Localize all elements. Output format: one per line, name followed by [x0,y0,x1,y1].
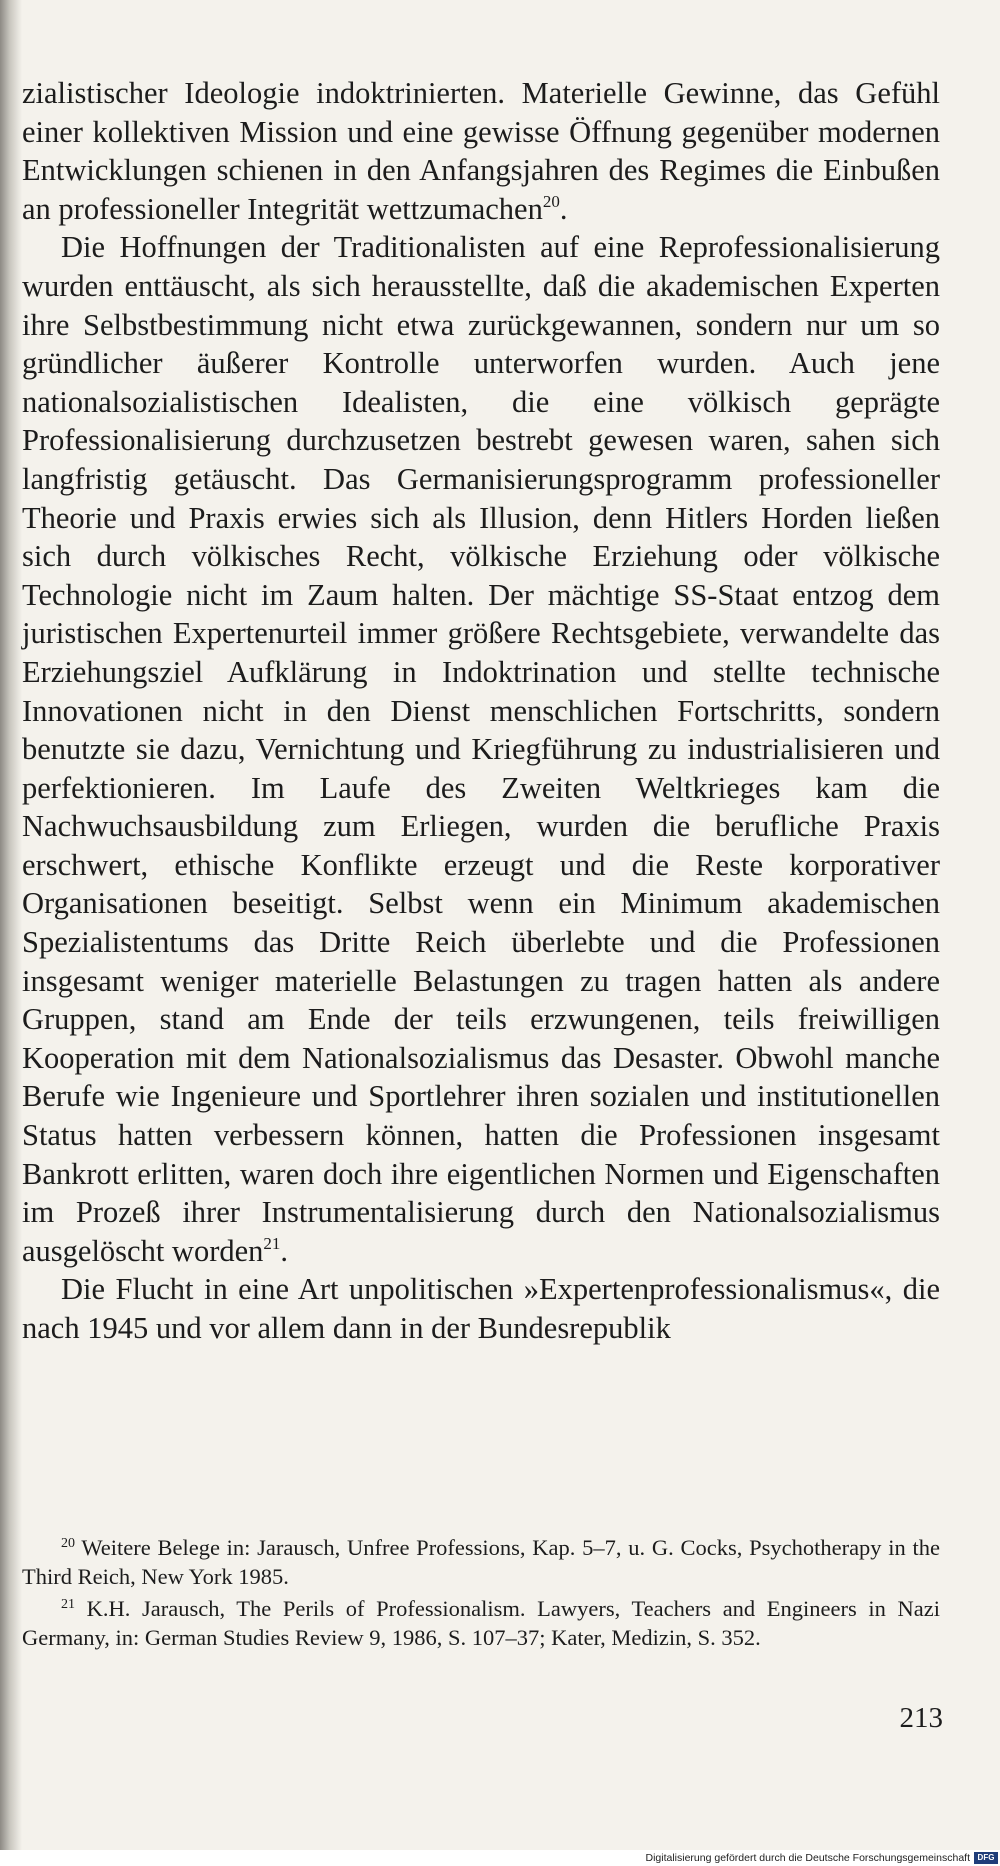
paragraph-2 [22,228,940,1270]
paragraph-2-text: Die Hoffnungen der Traditionalisten auf eine Reprofessionalisierung wurden enttäuscht, als sich herausstellte, daß die akademischen Experten ihre Selbstbestimmung nicht etwa zurückgewannen, sondern nur um so gründlicher äußerer Kontrolle unterworfen wurden. Auch jene nationalsozialistischen Idealisten, die eine völkisch geprägte Professionalisierung durchzusetzen bestrebt gewesen waren, sahen sich langfristig getäuscht. Das Germanisierungsprogramm professioneller Theorie und Praxis erwies sich als Illusion, denn Hitlers Horden ließen sich durch völkisches Recht, völkische Erziehung oder völkische Technologie nicht im Zaum halten. Der mächtige SS-Staat entzog dem juristischen Expertenurteil immer größere Rechtsgebiete, verwandelte das Erziehungsziel Aufklärung in Indoktrination und stellte technische Innovationen nicht in den Dienst menschlichen Fortschritts, sondern benutzte sie dazu, Vernichtung und Kriegführung zu industrialisieren und perfektionieren. Im Laufe des Zweiten Weltkrieges kam die Nachwuchsausbildung zum Erliegen, wurden die berufliche Praxis erschwert, ethische Konflikte erzeugt und die Reste korporativer Organisationen beseitigt. Selbst wenn ein Minimum akademischen Spezialistentums das Dritte Reich überlebte und die Professionen insgesamt weniger materielle Belastungen zu tragen hatten als andere Gruppen, stand am Ende der teils erzwungenen, teils freiwilligen Kooperation mit dem Nationalsozialismus das Desaster. Obwohl manche Berufe wie Ingenieure und Sportlehrer ihren sozialen und institutionellen Status hatten verbessern können, hatten die Professionen insgesamt Bankrott erlitten, waren doch ihre eigentlichen Normen und Eigenschaften im Prozeß ihrer Instrumentalisierung durch den Nationalsozialismus ausgelöscht worden [22,230,940,1268]
footnote-20 [22,1533,940,1591]
footnote-ref-21[interactable]: 21 [263,1233,281,1253]
footnote-text-20: Weitere Belege in: Jarausch, Unfree Professions, Kap. 5–7, u. G. Cocks, Psychotherapy in the Third Reich, New York 1985. [22,1535,941,1589]
footnotes [22,1533,940,1655]
footer-credit: Digitalisierung gefördert durch die Deutsche Forschungsgemeinschaft [645,1852,970,1864]
paragraph-3: Die Flucht in eine Art unpolitischen »Expertenprofessionalismus«, die nach 1945 und vor allem dann in der Bundesrepublik [22,1272,940,1345]
body-text [22,74,940,1348]
footnote-text-21: K.H. Jarausch, The Perils of Professionalism. Lawyers, Teachers and Engineers in Nazi Germany, in: German Studies Review 9, 1986, S. 107–37; Kater, Medizin, S. 352. [22,1596,940,1650]
paragraph-1 [22,74,940,228]
spine-shadow [0,0,22,1850]
paragraph-1-text: zialistischer Ideologie indoktrinierten. Materielle Gewinne, das Gefühl einer kollektiven Mission und eine gewisse Öffnung gegenüber modernen Entwicklungen schienen in den Anfangsjahren des Regimes die Einbußen an professioneller Integrität wettzumachen [22,76,940,226]
dfg-logo-icon: DFG [974,1852,998,1864]
page-number: 213 [899,1702,943,1734]
paragraph-2-end: . [280,1233,289,1268]
footnote-number-21: 21 [61,1597,75,1612]
paragraph-1-end: . [559,191,568,226]
footnote-21 [22,1594,940,1652]
footnote-ref-20[interactable]: 20 [542,191,560,211]
footnote-number-20: 20 [61,1536,75,1551]
